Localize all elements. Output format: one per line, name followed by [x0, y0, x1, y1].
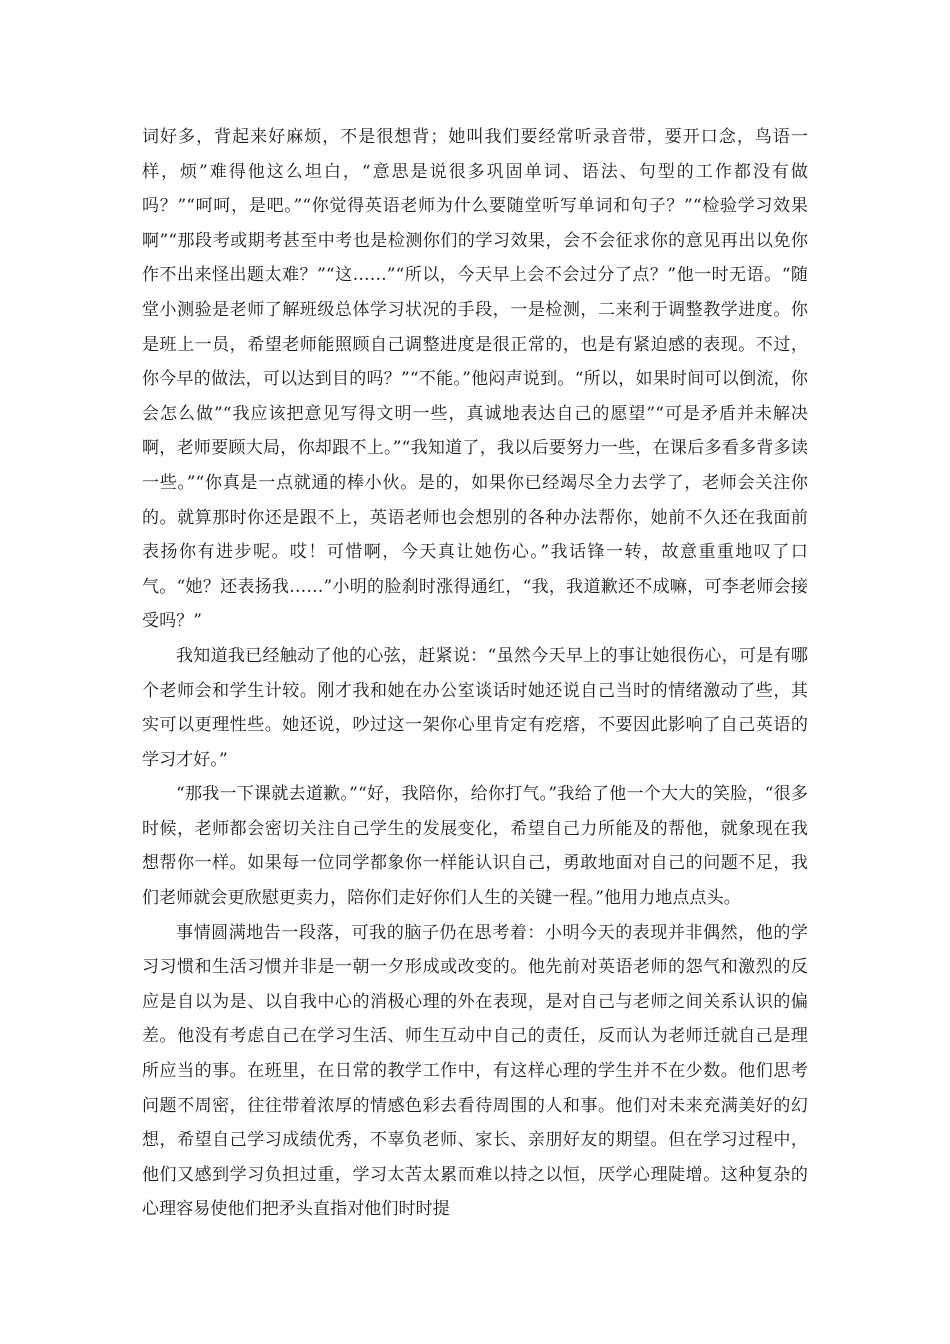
paragraph-1: 词好多，背起来好麻烦，不是很想背；她叫我们要经常听录音带，要开口念，鸟语一样，烦”难得他这么坦白，“意思是说很多巩固单词、语法、句型的工作都没有做吗？”“呵呵，是吧。”“你觉得英语老师为什么要随堂听写单词和句子？”“检验学习效果啊”“那段考或期考甚至中考也是检测你们的学习效果，会不会征求你的意见再出以免你作不出来怪出题太难？”“这……”“所以，今天早上会不会过分了点？”他一时无语。“随堂小测验是老师了解班级总体学习状况的手段，一是检测，二来利于调整教学进度。你是班上一员，希望老师能照顾自己调整进度是很正常的，也是有紧迫感的表现。不过，你今早的做法，可以达到目的吗？”“不能。”他闷声说到。“所以，如果时间可以倒流，你会怎么做”“我应该把意见写得文明一些，真诚地表达自己的愿望”“可是矛盾并未解决啊，老师要顾大局，你却跟不上。”“我知道了，我以后要努力一些，在课后多看多背多读一些。”“你真是一点就通的棒小伙。是的，如果你已经竭尽全力去学了，老师会关注你的。就算那时你还是跟不上，英语老师也会想别的各种办法帮你，她前不久还在我面前表扬你有进步呢。哎！可惜啊，今天真让她伤心。”我话锋一转，故意重重地叹了口气。“她？还表扬我……”小明的脸刹时涨得通红，“我，我道歉还不成嘛，可李老师会接受吗？”	[142, 127, 808, 632]
paragraph-2: 我知道我已经触动了他的心弦，赶紧说：“虽然今天早上的事让她很伤心，可是有哪个老师会和学生计较。刚才我和她在办公室谈话时她还说自己当时的情绪激动了些，其实可以更理性些。她还说，吵过这一架你心里肯定有疙瘩，不要因此影响了自己英语的学习才好。”	[142, 645, 808, 770]
paragraph-3: “那我一下课就去道歉。”“好，我陪你，给你打气。”我给了他一个大大的笑脸，“很多时候，老师都会密切关注自己学生的发展变化，希望自己力所能及的帮他，就象现在我想帮你一样。如果每一位同学都象你一样能认识自己，勇敢地面对自己的问题不足，我们老师就会更欣慰更卖力，陪你们走好你们人生的关键一程。”他用力地点点头。	[142, 784, 808, 909]
document-body	[142, 120, 808, 1227]
paragraph-4: 事情圆满地告一段落，可我的脑子仍在思考着：小明今天的表现并非偶然，他的学习习惯和生活习惯并非是一朝一夕形成或改变的。他先前对英语老师的怨气和激烈的反应是自以为是、以自我中心的消极心理的外在表现，是对自己与老师之间关系认识的偏差。他没有考虑自己在学习生活、师生互动中自己的责任，反而认为老师迁就自己是理所应当的事。在班里，在日常的教学工作中，有这样心理的学生并不在少数。他们思考问题不周密，往往带着浓厚的情感色彩去看待周围的人和事。他们对未来充满美好的幻想，希望自己学习成绩优秀，不辜负老师、家长、亲朋好友的期望。但在学习过程中，他们又感到学习负担过重，学习太苦太累而难以持之以恒，厌学心理陡增。这种复杂的心理容易使他们把矛头直指对他们时时提	[142, 922, 808, 1220]
